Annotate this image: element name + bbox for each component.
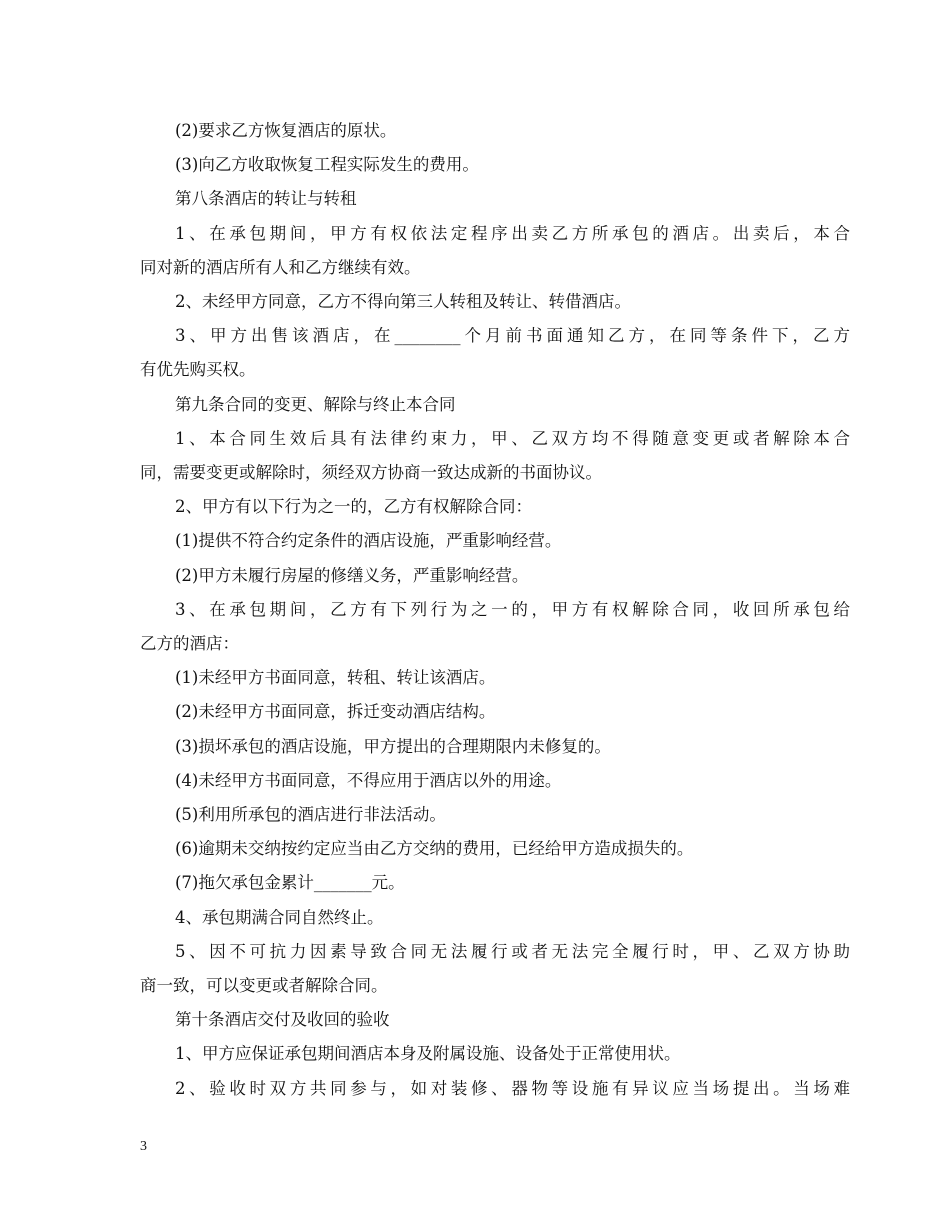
paragraph-line: 2、验收时双方共同参与，如对装修、器物等设施有异议应当场提出。当场难 bbox=[175, 1079, 850, 1098]
paragraph-line: (7)拖欠承包金累计_______元。 bbox=[175, 873, 405, 892]
paragraph-line: (5)利用所承包的酒店进行非法活动。 bbox=[175, 805, 446, 824]
paragraph-line: (1)提供不符合约定条件的酒店设施，严重影响经营。 bbox=[175, 531, 562, 550]
page-number: 3 bbox=[140, 1139, 147, 1154]
paragraph-line: 5、因不可抗力因素导致合同无法履行或者无法完全履行时，甲、乙双方协助 bbox=[175, 942, 850, 961]
paragraph-line: (2)未经甲方书面同意，拆迁变动酒店结构。 bbox=[175, 702, 496, 721]
paragraph-line: 商一致，可以变更或者解除合同。 bbox=[140, 976, 388, 995]
section-heading: 第九条合同的变更、解除与终止本合同 bbox=[175, 395, 456, 414]
paragraph-line: (3)损坏承包的酒店设施，甲方提出的合理期限内未修复的。 bbox=[175, 737, 611, 756]
paragraph-line: 有优先购买权。 bbox=[140, 360, 256, 379]
paragraph-line: 3、甲方出售该酒店，在________个月前书面通知乙方，在同等条件下，乙方 bbox=[175, 326, 850, 345]
paragraph-line: 2、未经甲方同意，乙方不得向第三人转租及转让、转借酒店。 bbox=[175, 292, 631, 311]
paragraph-line: 同对新的酒店所有人和乙方继续有效。 bbox=[140, 258, 421, 277]
paragraph-line: 乙方的酒店： bbox=[140, 634, 239, 653]
paragraph-line: 1、本合同生效后具有法律约束力，甲、乙双方均不得随意变更或者解除本合 bbox=[175, 429, 850, 448]
section-heading: 第十条酒店交付及收回的验收 bbox=[175, 1010, 390, 1029]
paragraph-line: (4)未经甲方书面同意，不得应用于酒店以外的用途。 bbox=[175, 771, 562, 790]
paragraph-line: 1、在承包期间，甲方有权依法定程序出卖乙方所承包的酒店。出卖后，本合 bbox=[175, 224, 850, 243]
paragraph-line: (1)未经甲方书面同意，转租、转让该酒店。 bbox=[175, 668, 496, 687]
paragraph-line: (3)向乙方收取恢复工程实际发生的费用。 bbox=[175, 155, 479, 174]
paragraph-line: 2、甲方有以下行为之一的，乙方有权解除合同： bbox=[175, 497, 532, 516]
paragraph-line: 1、甲方应保证承包期间酒店本身及附属设施、设备处于正常使用状。 bbox=[175, 1044, 681, 1063]
section-heading: 第八条酒店的转让与转租 bbox=[175, 189, 357, 208]
paragraph-line: 4、承包期满合同自然终止。 bbox=[175, 908, 384, 927]
paragraph-line: 3、在承包期间，乙方有下列行为之一的，甲方有权解除合同，收回所承包给 bbox=[175, 600, 850, 619]
paragraph-line: 同，需要变更或解除时，须经双方协商一致达成新的书面协议。 bbox=[140, 463, 602, 482]
paragraph-line: (2)甲方未履行房屋的修缮义务，严重影响经营。 bbox=[175, 566, 529, 585]
paragraph-line: (2)要求乙方恢复酒店的原状。 bbox=[175, 121, 397, 140]
paragraph-line: (6)逾期未交纳按约定应当由乙方交纳的费用，已经给甲方造成损失的。 bbox=[175, 839, 694, 858]
